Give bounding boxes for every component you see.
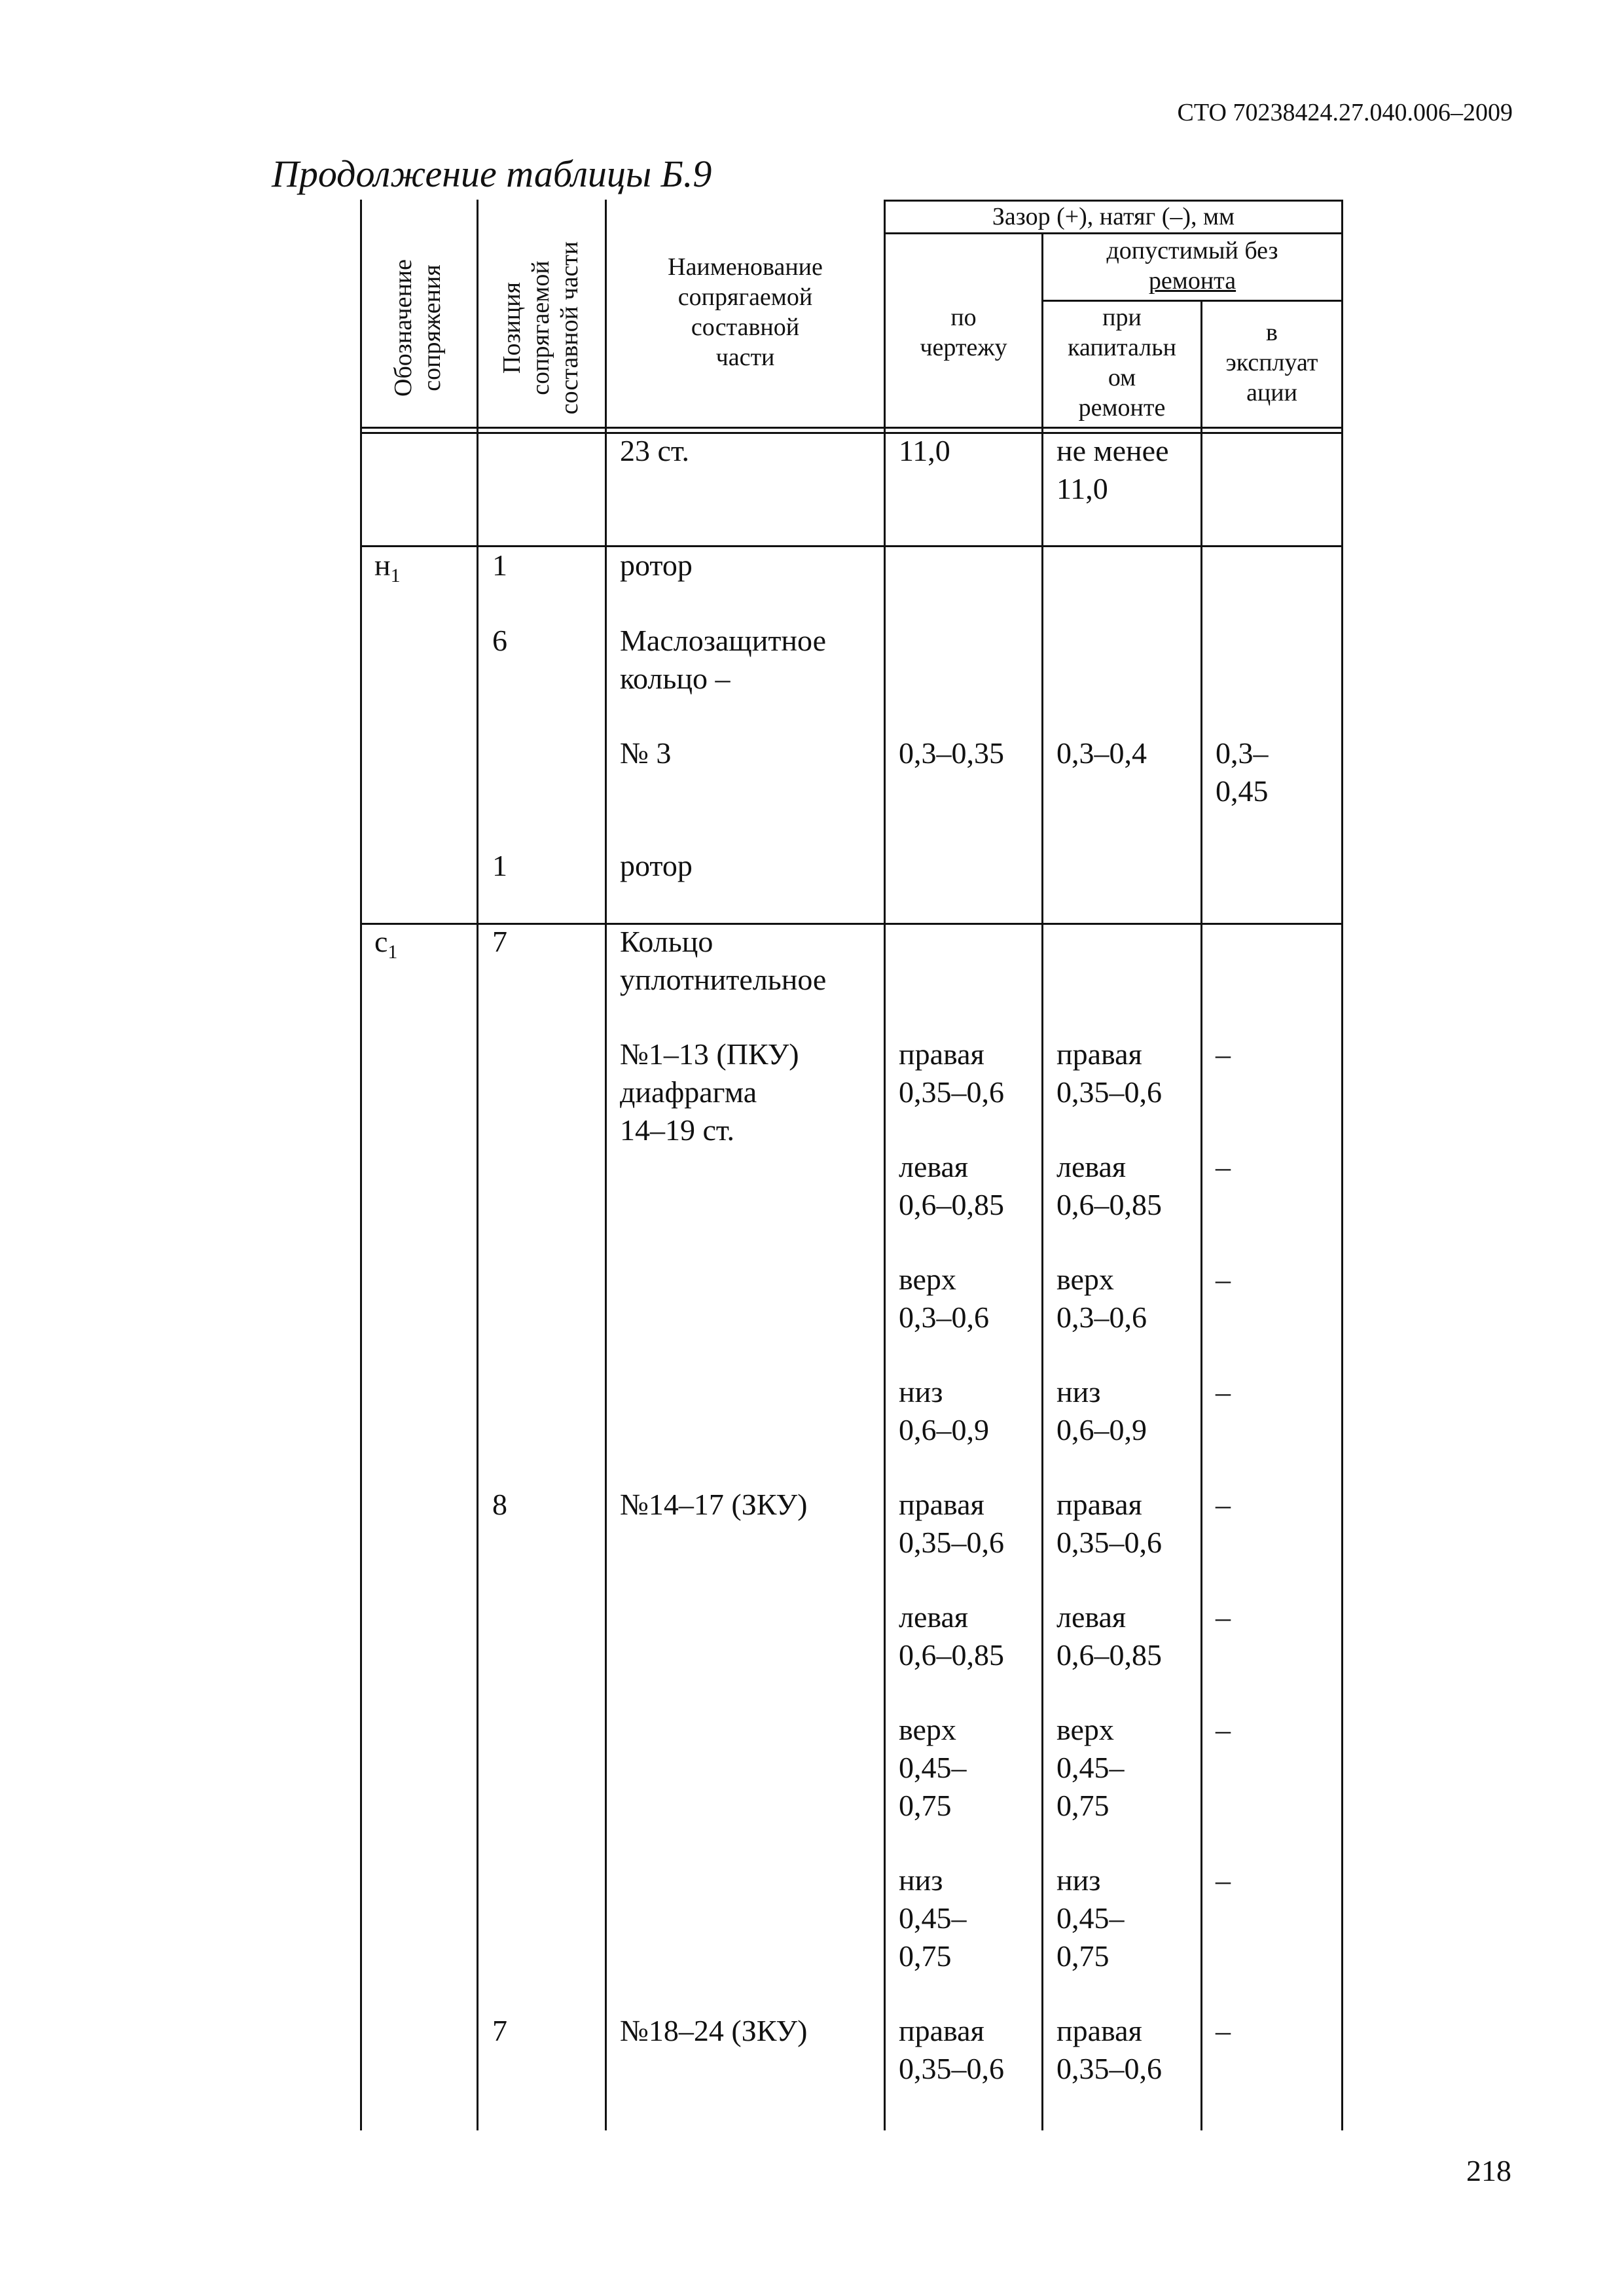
table-border-right — [1341, 200, 1343, 2130]
row-divider — [360, 545, 1343, 547]
cell-in-operation: – — [1216, 1488, 1231, 1521]
cell-capital-repair: низ 0,6–0,9 — [1056, 1375, 1147, 1446]
cell-in-operation: – — [1216, 2014, 1231, 2047]
cell-position: 1 — [492, 548, 507, 582]
header-capital-repair: при капитальн ом ремонте — [1068, 304, 1176, 422]
cell-by-drawing: 11,0 — [899, 434, 950, 467]
cell-by-drawing: правая 0,35–0,6 — [899, 1488, 1004, 1559]
header-by-drawing: по чертежу — [920, 304, 1007, 361]
cell-by-drawing: низ 0,6–0,9 — [899, 1375, 989, 1446]
cell-in-operation: – — [1216, 1863, 1231, 1897]
cell-position: 6 — [492, 624, 507, 657]
cell-capital-repair: верх 0,3–0,6 — [1056, 1263, 1147, 1334]
header-clearance-group: Зазор (+), натяг (–), мм — [992, 203, 1235, 230]
table-divider — [1041, 232, 1043, 2130]
cell-by-drawing: 0,3–0,35 — [899, 736, 1004, 770]
document-code: СТО 70238424.27.040.006–2009 — [1177, 99, 1513, 126]
cell-capital-repair: левая 0,6–0,85 — [1056, 1600, 1162, 1672]
cell-part-name: № 3 — [620, 736, 672, 770]
cell-in-operation: – — [1216, 1713, 1231, 1746]
cell-part-name: Маслозащитное кольцо – — [620, 624, 827, 695]
cell-part-name: Кольцо уплотнительное — [620, 925, 827, 996]
header-part-name: Наименование сопрягаемой составной части — [668, 253, 823, 371]
header-position: Позиция сопрягаемой составной части — [498, 241, 583, 415]
cell-part-name: №18–24 (ЗКУ) — [620, 2014, 808, 2047]
table-caption: Продолжение таблицы Б.9 — [272, 152, 712, 195]
cell-position: 7 — [492, 2014, 507, 2047]
cell-capital-repair: правая 0,35–0,6 — [1056, 2014, 1162, 2085]
header-allowable-group: допустимый без ремонта — [1106, 237, 1278, 295]
header-bottom-line — [360, 432, 1343, 434]
cell-part-name: №1–13 (ПКУ) диафрагма 14–19 ст. — [620, 1037, 799, 1147]
cell-position: 1 — [492, 849, 507, 882]
cell-by-drawing: верх 0,45– 0,75 — [899, 1713, 967, 1822]
header-bottom-line — [360, 427, 1343, 429]
table-divider — [605, 200, 607, 2130]
cell-in-operation: – — [1216, 1150, 1231, 1183]
table-divider — [1200, 300, 1202, 2130]
cell-capital-repair: 0,3–0,4 — [1056, 736, 1147, 770]
cell-part-name: №14–17 (ЗКУ) — [620, 1488, 808, 1521]
cell-capital-repair: низ 0,45– 0,75 — [1056, 1863, 1125, 1973]
cell-designation: $с_1$ — [374, 925, 398, 963]
cell-in-operation: – — [1216, 1600, 1231, 1634]
page-number: 218 — [1466, 2154, 1511, 2187]
table-divider — [477, 200, 478, 2130]
cell-capital-repair: верх 0,45– 0,75 — [1056, 1713, 1125, 1822]
cell-by-drawing: правая 0,35–0,6 — [899, 1037, 1004, 1109]
cell-capital-repair: не менее 11,0 — [1056, 434, 1169, 505]
cell-position: 8 — [492, 1488, 507, 1521]
table-border-left — [360, 200, 362, 2130]
cell-part-name: ротор — [620, 548, 693, 582]
cell-part-name: ротор — [620, 849, 693, 882]
cell-by-drawing: правая 0,35–0,6 — [899, 2014, 1004, 2085]
cell-capital-repair: правая 0,35–0,6 — [1056, 1488, 1162, 1559]
table-divider — [884, 232, 1343, 234]
cell-by-drawing: верх 0,3–0,6 — [899, 1263, 989, 1334]
cell-position: 7 — [492, 925, 507, 958]
cell-in-operation: – — [1216, 1375, 1231, 1408]
cell-by-drawing: левая 0,6–0,85 — [899, 1150, 1004, 1221]
header-designation: Обозначение сопряжения — [389, 259, 446, 397]
cell-capital-repair: правая 0,35–0,6 — [1056, 1037, 1162, 1109]
header-in-operation: в эксплуат ации — [1225, 319, 1318, 406]
cell-in-operation: 0,3– 0,45 — [1216, 736, 1269, 808]
table-divider — [884, 200, 886, 2130]
cell-by-drawing: левая 0,6–0,85 — [899, 1600, 1004, 1672]
cell-in-operation: – — [1216, 1037, 1231, 1071]
cell-capital-repair: левая 0,6–0,85 — [1056, 1150, 1162, 1221]
cell-by-drawing: низ 0,45– 0,75 — [899, 1863, 967, 1973]
cell-part-name: 23 ст. — [620, 434, 690, 467]
row-divider — [360, 923, 1343, 925]
cell-designation: $н_1$ — [374, 548, 401, 587]
cell-in-operation: – — [1216, 1263, 1231, 1296]
table-divider — [1041, 300, 1343, 302]
